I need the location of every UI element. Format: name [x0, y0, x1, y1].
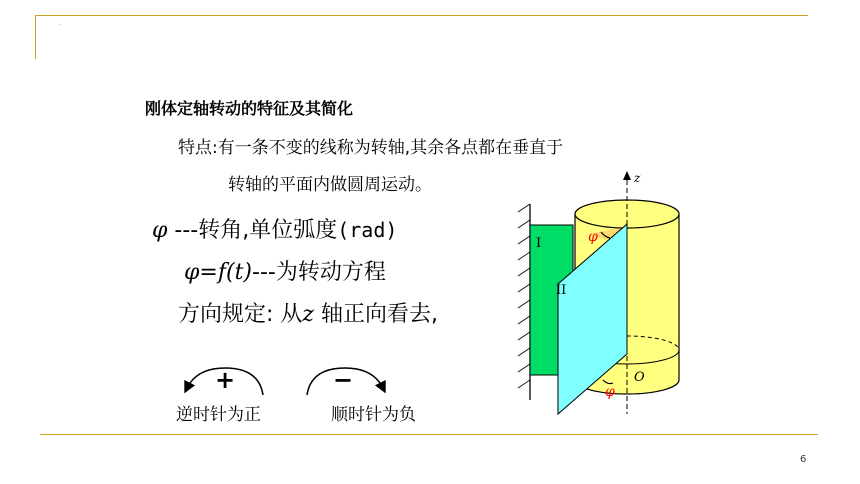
direction-text-a: 方向规定: 从 [178, 302, 303, 327]
feature-line-1: 特点:有一条不变的线称为转轴,其余各点都在垂直于 [178, 138, 564, 158]
phi-symbol: φ [152, 218, 168, 243]
rotation-angle-line [152, 213, 397, 244]
direction-text-b: 轴正向看去, [314, 302, 438, 327]
rotation-diagram [510, 168, 700, 418]
corner-mark: . [59, 20, 61, 27]
z-axis-label: z [634, 171, 641, 185]
equation-phi: φ [184, 260, 200, 285]
rotation-direction-arrows [175, 360, 405, 405]
equation-function: =f(t) [199, 260, 252, 285]
direction-rule-line [178, 297, 438, 328]
negative-label: 顺时针为负 [331, 405, 416, 425]
z-axis-arrowhead [623, 171, 631, 180]
direction-z: z [302, 302, 314, 327]
plane-one-label: I [536, 236, 542, 251]
wall-hatch [518, 204, 530, 388]
positive-sign: + [215, 366, 236, 394]
angle-label-top: φ [588, 229, 598, 245]
bottom-rule [40, 434, 818, 435]
origin-label: O [634, 370, 645, 385]
positive-label: 逆时针为正 [176, 405, 261, 425]
rad-unit: (rad) [337, 218, 398, 242]
negative-sign: − [333, 366, 354, 394]
angle-text: ---转角,单位弧度 [167, 218, 338, 243]
slide-number: 6 [800, 454, 807, 465]
plane-two-label: II [556, 283, 567, 298]
slide-title: 刚体定轴转动的特征及其简化 [145, 99, 354, 118]
top-rule [35, 15, 808, 16]
angle-label-bottom: φ [605, 384, 615, 400]
equation-text: ---为转动方程 [252, 260, 386, 285]
rotation-equation-line [184, 255, 386, 286]
left-rule [35, 15, 36, 59]
feature-line-2: 转轴的平面内做圆周运动。 [228, 175, 432, 195]
